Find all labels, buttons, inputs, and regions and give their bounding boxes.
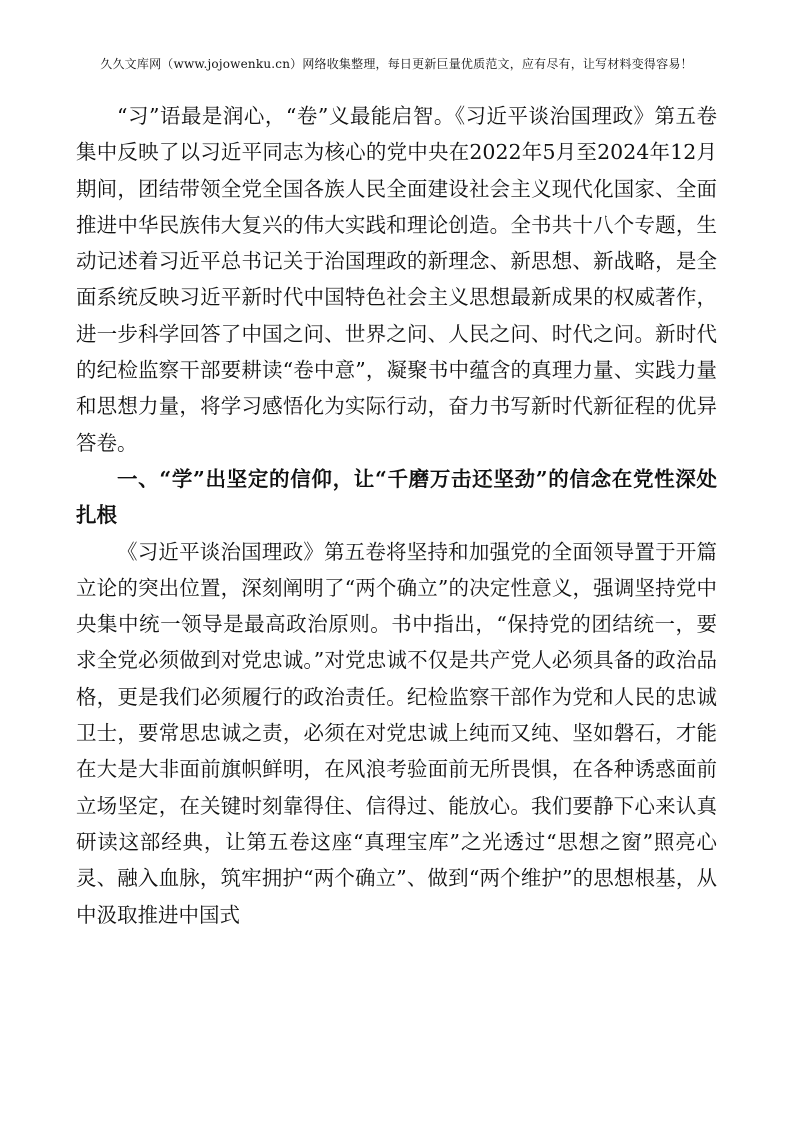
document-body [76,98,717,933]
section-one-paragraph: 《习近平谈治国理政》第五卷将坚持和加强党的全面领导置于开篇立论的突出位置，深刻阐明了“两个确立”的决定性意义，强调坚持党中央集中统一领导是最高政治原则。书中指出，“保持党的团结统一，要求全党必须做到对党忠诚。”对党忠诚不仅是共产党人必须具备的政治品格，更是我们必须履行的政治责任。纪检监察干部作为党和人民的忠诚卫士，要常思忠诚之责，必须在对党忠诚上纯而又纯、坚如磐石，才能在大是大非面前旗帜鲜明，在风浪考验面前无所畏惧，在各种诱惑面前立场坚定，在关键时刻靠得住、信得过、能放心。我们要静下心来认真研读这部经典，让第五卷这座“真理宝库”之光透过“思想之窗”照亮心灵、融入血脉，筑牢拥护“两个确立”、做到“两个维护”的思想根基，从中汲取推进中国式 [76,539,717,927]
section-one-heading: 一、“学”出坚定的信仰，让“千磨万击还坚劲”的信念在党性深处扎根 [76,466,717,528]
page-header: 久久文库网（www.jojowenku.cn）网络收集整理，每日更新巨量优质范文，应有尽有，让写材料变得容易！ [100,57,693,71]
intro-paragraph: “习”语最是润心，“卷”义最能启智。《习近平谈治国理政》第五卷集中反映了以习近平同志为核心的党中央在2022年5月至2024年12月期间，团结带领全党全国各族人民全面建设社会主义现代化国家、全面推进中华民族伟大复兴的伟大实践和理论创造。全书共十八个专题，生动记述着习近平总书记关于治国理政的新理念、新思想、新战略，是全面系统反映习近平新时代中国特色社会主义思想最新成果的权威著作，进一步科学回答了中国之问、世界之问、人民之问、时代之问。新时代的纪检监察干部要耕读“卷中意”，凝聚书中蕴含的真理力量、实践力量和思想力量，将学习感悟化为实际行动，奋力书写新时代新征程的优异答卷。 [76,104,717,455]
